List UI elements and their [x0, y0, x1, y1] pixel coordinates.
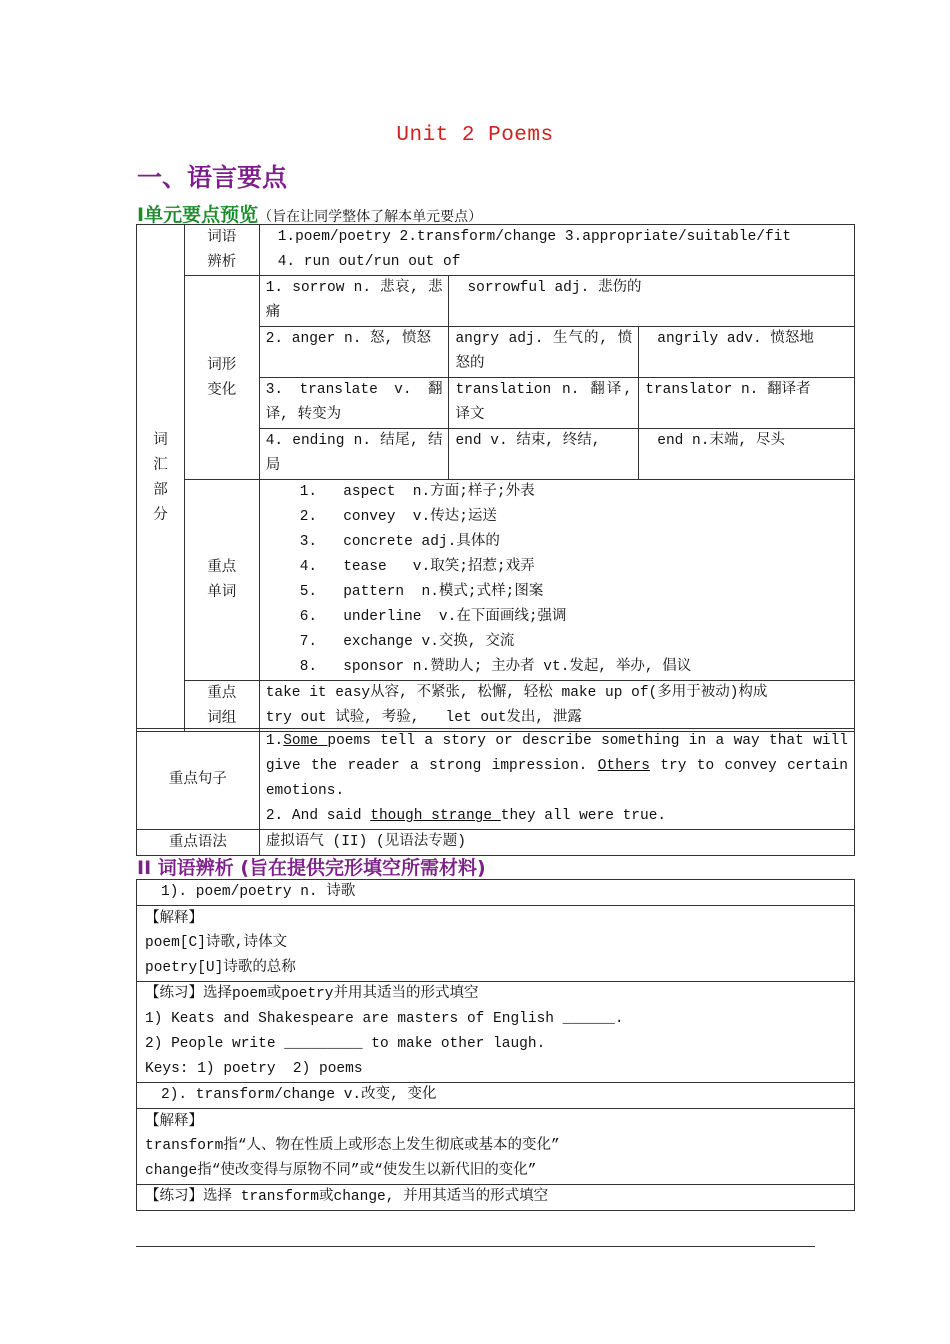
word-form-cell: 4. ending n. 结尾, 结局 — [259, 429, 449, 480]
word-form-cell: end v. 结束, 终结, — [449, 429, 639, 480]
explain-block: 【解释】 transform指“人、物在性质上或形态上发生彻底或基本的变化” change指“使改变得与原物不同”或“使发生以新代旧的变化” — [137, 1109, 855, 1185]
list-item: 3. concrete adj.具体的 — [299, 534, 500, 550]
word-form-cell: end n.末端, 尽头 — [639, 429, 855, 480]
unit-overview-table — [136, 224, 855, 732]
key-sentences-content: 1.Some poems tell a story or describe something in a way that will give the reader a strong impression. Others try to convey certain emotions. 2. And said though strange they all were true. — [259, 729, 854, 830]
section-heading: 一、语言要点 — [137, 163, 288, 192]
word-analysis-label: 词语 辨析 — [184, 225, 259, 276]
word-form-cell: angrily adv. 愤怒地 — [639, 327, 855, 378]
key-sentences-table — [136, 728, 855, 856]
part1-heading — [137, 200, 482, 227]
word-form-cell: angry adj. 生气的, 愤怒的 — [449, 327, 639, 378]
list-item: 8. sponsor n.赞助人; 主办者 vt.发起, 举办, 倡议 — [299, 659, 692, 675]
key-words-label: 重点 单词 — [184, 480, 259, 681]
key-grammar-content: 虚拟语气 (II) (见语法专题) — [259, 830, 854, 856]
key-sentences-label: 重点句子 — [137, 729, 260, 830]
list-item: 4. tease v.取笑;招惹;戏弄 — [299, 559, 535, 575]
list-item: 2. convey v.传达;运送 — [299, 509, 497, 525]
word-analysis-table — [136, 879, 855, 1211]
list-item: 7. exchange v.交换, 交流 — [299, 634, 515, 650]
part1-title: I单元要点预览 — [137, 204, 259, 226]
underlined-word: Some — [283, 733, 328, 749]
word-analysis-content: 1.poem/poetry 2.transform/change 3.appropriate/suitable/fit 4. run out/run out of — [259, 225, 854, 276]
footer-rule — [136, 1246, 815, 1247]
underlined-phrase: though strange — [370, 808, 501, 824]
word-form-cell: translator n. 翻译者 — [639, 378, 855, 429]
item-title: 1). poem/poetry n. 诗歌 — [137, 880, 855, 906]
part2-heading: II 词语辨析 (旨在提供完形填空所需材料) — [137, 857, 486, 879]
underlined-word: Others — [597, 758, 650, 774]
list-item: 1. aspect n.方面;样子;外表 — [299, 484, 535, 500]
key-words-list — [259, 480, 854, 681]
list-item: 5. pattern n.模式;式样;图案 — [299, 584, 544, 600]
explain-block: 【解释】 poem[C]诗歌,诗体文 poetry[U]诗歌的总称 — [137, 906, 855, 982]
word-form-cell: sorrowful adj. 悲伤的 — [449, 276, 855, 327]
part1-note: （旨在让同学整体了解本单元要点） — [258, 209, 483, 225]
word-form-cell: 1. sorrow n. 悲哀, 悲痛 — [259, 276, 449, 327]
word-form-cell: 3. translate v. 翻译, 转变为 — [259, 378, 449, 429]
list-item: 6. underline v.在下面画线;强调 — [299, 609, 567, 625]
vocab-section-label: 词 汇 部 分 — [137, 225, 185, 732]
item-title: 2). transform/change v.改变, 变化 — [137, 1083, 855, 1109]
practice-block: 【练习】选择 transform或change, 并用其适当的形式填空 — [137, 1185, 855, 1211]
word-form-cell: 2. anger n. 怒, 愤怒 — [259, 327, 449, 378]
key-grammar-label: 重点语法 — [137, 830, 260, 856]
word-forms-label: 词形 变化 — [184, 276, 259, 480]
key-phrases-content: take it easy从容, 不紧张, 松懈, 轻松 make up of(多用于被动)构成 try out 试验, 考验, let out发出, 泄露 — [259, 681, 854, 732]
page-title: Unit 2 Poems — [396, 124, 554, 147]
word-form-cell: translation n. 翻译, 译文 — [449, 378, 639, 429]
practice-block: 【练习】选择poem或poetry并用其适当的形式填空 1) Keats and Shakespeare are masters of English ______. 2) People write _________ to make other laugh. Keys: 1) poetry 2) poems — [137, 982, 855, 1083]
key-phrases-label: 重点 词组 — [184, 681, 259, 732]
